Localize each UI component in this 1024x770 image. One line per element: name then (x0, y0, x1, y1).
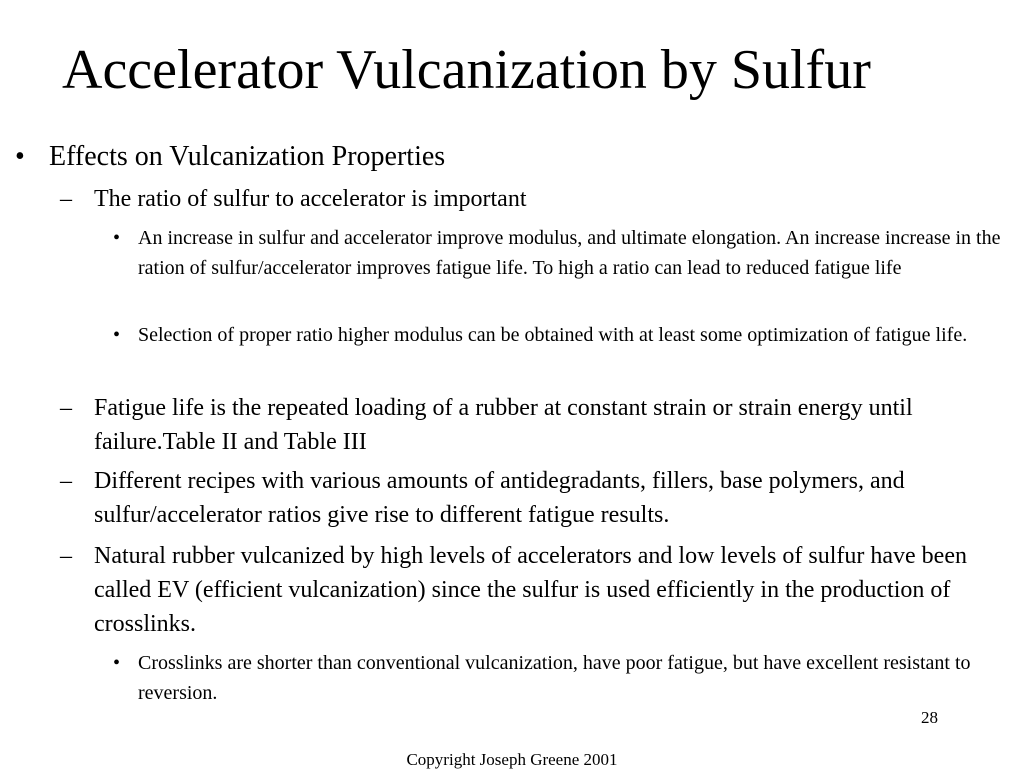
bullet-text: Effects on Vulcanization Properties (49, 141, 446, 172)
subbullet-text: The ratio of sulfur to accelerator is important (94, 186, 527, 212)
detail-increase-sulfur-accelerator (113, 224, 1013, 283)
dash-marker: – (60, 468, 72, 494)
dash-marker: – (60, 395, 72, 421)
subbullet-natural-rubber-ev (60, 539, 1010, 641)
dash-marker: – (60, 186, 72, 212)
detail-text: Selection of proper ratio higher modulus can be obtained with at least some optimization of fatigue life. (138, 324, 968, 346)
dash-marker: – (60, 543, 72, 569)
copyright-footer: Copyright Joseph Greene 2001 (406, 750, 618, 769)
detail-text: An increase in sulfur and accelerator improve modulus, and ultimate elongation. An increase increase in the ration of sulfur/accelerator improves fatigue life. To high a ratio can lead to reduced fatigue life (138, 227, 1001, 279)
bullet-marker: • (15, 141, 25, 172)
slide-title: Accelerator Vulcanization by Sulfur (62, 39, 871, 101)
subbullet-text: Natural rubber vulcanized by high levels of accelerators and low levels of sulfur have been called EV (efficient vulcanization) since the sulfur is used efficiently in the production of crosslinks. (94, 543, 967, 637)
bullet-effects-on-vulcanization (15, 141, 1015, 172)
bullet-marker: • (113, 227, 121, 249)
page-number: 28 (921, 708, 938, 727)
subbullet-different-recipes (60, 464, 1010, 532)
subbullet-fatigue-life-definition (60, 391, 1010, 459)
detail-selection-proper-ratio (113, 321, 1013, 351)
detail-text: Crosslinks are shorter than conventional vulcanization, have poor fatigue, but have excellent resistant to reversion. (138, 652, 971, 704)
detail-crosslinks-shorter (113, 649, 1013, 708)
subbullet-ratio-important (60, 182, 1010, 216)
bullet-marker: • (113, 324, 121, 346)
subbullet-text: Different recipes with various amounts of antidegradants, fillers, base polymers, and sulfur/accelerator ratios give rise to different fatigue results. (94, 468, 905, 528)
subbullet-text: Fatigue life is the repeated loading of a rubber at constant strain or strain energy until failure.Table II and Table III (94, 395, 913, 455)
bullet-marker: • (113, 652, 121, 674)
